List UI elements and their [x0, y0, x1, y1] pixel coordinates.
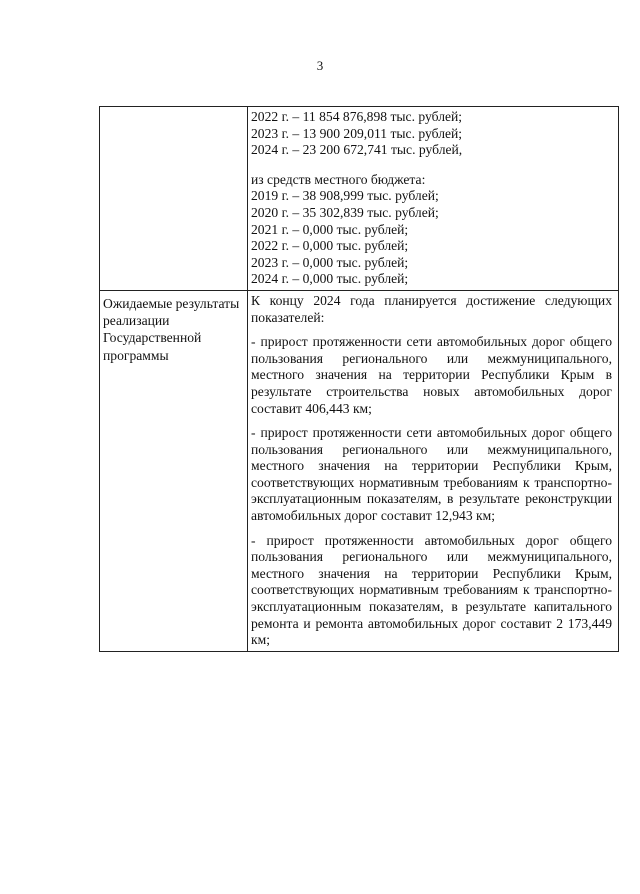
results-row — [100, 290, 619, 651]
local-funding-line-2020: 2020 г. – 35 302,839 тыс. рублей; — [251, 204, 439, 220]
results-intro: К концу 2024 года планируется достижение следующих показателей: — [251, 292, 612, 325]
results-value-cell — [248, 290, 619, 651]
federal-funding-line-2023: 2023 г. – 13 900 209,011 тыс. рублей; — [251, 125, 463, 141]
result-item-reconstruction: - прирост протяженности сети автомобильных дорог общего пользования регионального или межмуниципального, местного значения на территории Республики Крым, соответствующих нормативным требованиям к транспортно-эксплуатационным показателям, в результате реконструкции автомобильных дорог составит 12,943 км; — [251, 425, 612, 524]
page-number: 3 — [316, 58, 324, 73]
federal-funding-line-2022: 2022 г. – 11 854 876,898 тыс. рублей; — [251, 109, 463, 124]
local-funding-line-2021: 2021 г. – 0,000 тыс. рублей; — [251, 221, 409, 237]
local-funding-line-2022: 2022 г. – 0,000 тыс. рублей; — [251, 238, 409, 254]
funding-value-cell — [248, 107, 619, 291]
result-item-repair: - прирост протяженности автомобильных дорог общего пользования регионального или межмуниципального, местного значения на территории Республики Крым, соответствующих нормативным требованиям к транспортно-эксплуатационным показателям, в результате капитального ремонта и ремонта автомобильных дорог составит 2 173,449 км; — [251, 532, 612, 648]
funding-row — [100, 107, 619, 291]
local-budget-block — [251, 172, 612, 288]
result-item-construction: - прирост протяженности сети автомобильных дорог общего пользования регионального или межмуниципального, местного значения на территории Республики Крым в результате строительства новых автомобильных дорог составит 406,443 км; — [251, 334, 612, 416]
local-funding-line-2023: 2023 г. – 0,000 тыс. рублей; — [251, 254, 409, 270]
local-funding-line-2024: 2024 г. – 0,000 тыс. рублей; — [251, 271, 409, 287]
local-funding-line-2019: 2019 г. – 38 908,999 тыс. рублей; — [251, 188, 439, 204]
results-label-cell: Ожидаемые результаты реализации Государственной программы — [100, 290, 248, 651]
federal-funding-line-2024: 2024 г. – 23 200 672,741 тыс. рублей, — [251, 142, 463, 158]
funding-label-cell — [100, 107, 248, 291]
program-passport-table — [99, 106, 619, 652]
local-budget-heading: из средств местного бюджета: — [251, 171, 426, 187]
